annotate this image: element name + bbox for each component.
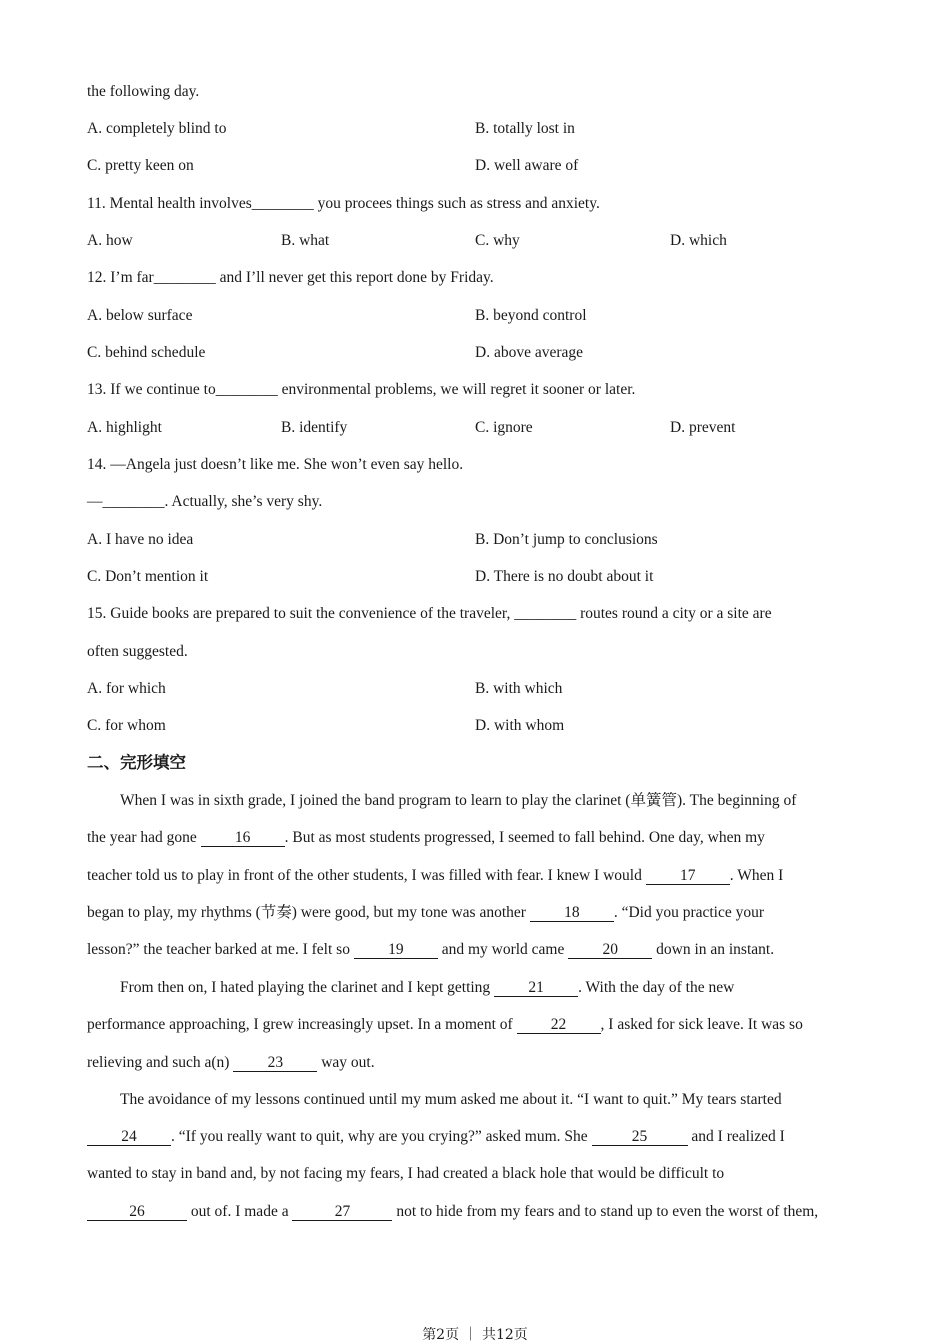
text: teacher told us to play in front of the other students, I was filled with fear. I knew I would (87, 867, 646, 884)
text: From then on, I hated playing the clarinet and I kept getting (120, 979, 495, 996)
q14-option-b: B. Don’t jump to conclusions (475, 531, 658, 548)
q14-option-a: A. I have no idea (87, 531, 194, 548)
q13-option-d: D. prevent (670, 419, 736, 436)
page-footer: 第2页 ｜ 共12页 (422, 1327, 528, 1343)
q15-stem-2: often suggested. (87, 643, 188, 660)
text: began to play, my rhythms (节奏) were good, but my tone was another (87, 904, 530, 921)
passage-p1-line-4 (87, 903, 764, 923)
blank-26: 26 (87, 1203, 187, 1221)
q11-option-a: A. how (87, 232, 133, 249)
text: . “Did you practice your (613, 904, 765, 921)
text: out of. I made a (187, 1203, 293, 1220)
blank-17: 17 (646, 867, 730, 885)
q13-stem: 13. If we continue to________ environmental problems, we will regret it sooner or later. (87, 381, 636, 398)
blank-23: 23 (233, 1054, 317, 1072)
q14-stem-2: —________. Actually, she’s very shy. (87, 493, 323, 510)
q15-option-a: A. for which (87, 680, 166, 697)
blank-18: 18 (530, 904, 614, 922)
q10-option-d: D. well aware of (475, 157, 579, 174)
q14-stem-1: 14. —Angela just doesn’t like me. She won’t even say hello. (87, 456, 464, 473)
text: . But as most students progressed, I seemed to fall behind. One day, when my (284, 829, 765, 846)
text: performance approaching, I grew increasingly upset. In a moment of (87, 1016, 517, 1033)
q11-option-c: C. why (475, 232, 520, 249)
passage-p2-line-2 (87, 1015, 803, 1035)
q15-option-b: B. with which (475, 680, 563, 697)
text: not to hide from my fears and to stand up to even the worst of them, (392, 1203, 819, 1220)
text: , I asked for sick leave. It was so (600, 1016, 803, 1033)
top-line: the following day. (87, 83, 200, 100)
q11-stem: 11. Mental health involves________ you procees things such as stress and anxiety. (87, 195, 600, 212)
q10-option-b: B. totally lost in (475, 120, 575, 137)
q13-option-b: B. identify (281, 419, 348, 436)
q15-option-d: D. with whom (475, 717, 565, 734)
text: relieving and such a(n) (87, 1054, 234, 1071)
section-title: 二、完形填空 (87, 753, 186, 772)
blank-19: 19 (354, 941, 438, 959)
blank-27: 27 (292, 1203, 392, 1221)
q12-option-d: D. above average (475, 344, 584, 361)
blank-24: 24 (87, 1128, 171, 1146)
text: way out. (317, 1054, 375, 1071)
q10-option-c: C. pretty keen on (87, 157, 194, 174)
passage-p3-line-4 (87, 1202, 818, 1222)
blank-22: 22 (517, 1016, 601, 1034)
q12-option-b: B. beyond control (475, 307, 587, 324)
passage-p3-line-1: The avoidance of my lessons continued until my mum asked me about it. “I want to quit.” My tears started (120, 1091, 782, 1108)
passage-p1-line-2 (87, 828, 765, 848)
q13-option-a: A. highlight (87, 419, 162, 436)
text: down in an instant. (652, 941, 775, 958)
q10-option-a: A. completely blind to (87, 120, 227, 137)
passage-p2-line-1 (120, 978, 734, 998)
q11-option-d: D. which (670, 232, 727, 249)
q11-option-b: B. what (281, 232, 330, 249)
passage-p3-line-3: wanted to stay in band and, by not facing my fears, I had created a black hole that would be difficult to (87, 1165, 725, 1182)
text: and my world came (437, 941, 569, 958)
q12-option-c: C. behind schedule (87, 344, 206, 361)
passage-p1-line-1: When I was in sixth grade, I joined the band program to learn to play the clarinet (单簧管). The beginning of (120, 792, 797, 809)
q14-option-d: D. There is no doubt about it (475, 568, 654, 585)
q15-option-c: C. for whom (87, 717, 166, 734)
q12-stem: 12. I’m far________ and I’ll never get this report done by Friday. (87, 269, 494, 286)
passage-p1-line-5 (87, 940, 774, 960)
passage-p2-line-3 (87, 1053, 375, 1073)
text: . “If you really want to quit, why are you crying?” asked mum. She (171, 1128, 592, 1145)
text: . When I (729, 867, 784, 884)
text: and I realized I (687, 1128, 785, 1145)
q15-stem-1: 15. Guide books are prepared to suit the convenience of the traveler, ________ routes round a city or a site are (87, 605, 772, 622)
q12-option-a: A. below surface (87, 307, 193, 324)
blank-20: 20 (568, 941, 652, 959)
text: the year had gone (87, 829, 201, 846)
text: lesson?” the teacher barked at me. I felt so (87, 941, 354, 958)
q14-option-c: C. Don’t mention it (87, 568, 209, 585)
passage-p3-line-2 (87, 1127, 785, 1147)
blank-16: 16 (201, 829, 285, 847)
q13-option-c: C. ignore (475, 419, 533, 436)
blank-25: 25 (592, 1128, 688, 1146)
passage-p1-line-3 (87, 866, 783, 886)
blank-21: 21 (494, 979, 578, 997)
text: . With the day of the new (578, 979, 735, 996)
